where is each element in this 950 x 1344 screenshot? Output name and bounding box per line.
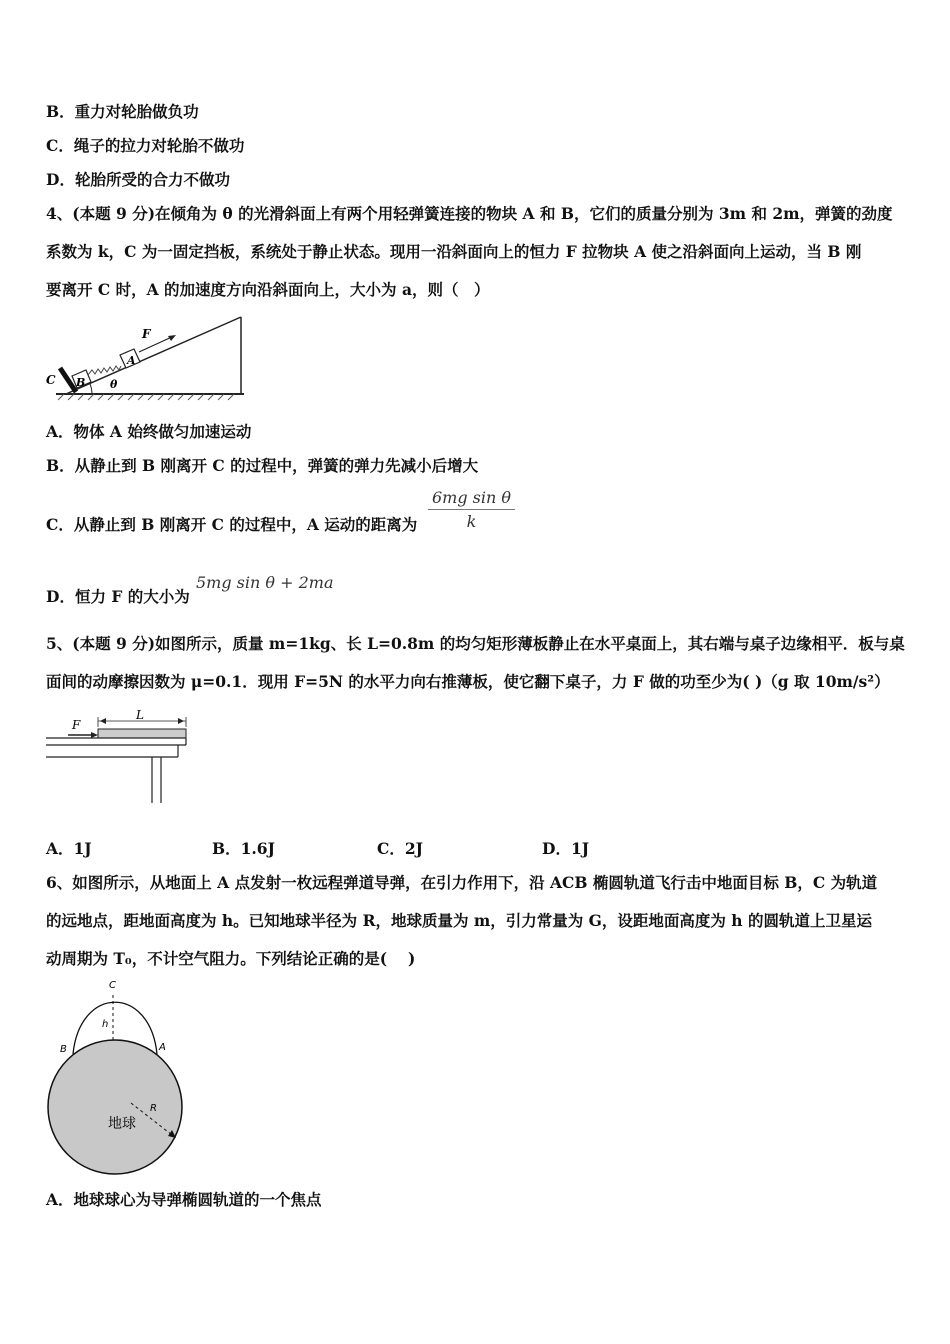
q4-option-c-numerator: 6mg sin θ bbox=[428, 488, 515, 510]
q4-option-c-fraction bbox=[428, 488, 515, 531]
q4-stem-line-2: 系数为 k，C 为一固定挡板，系统处于静止状态。现用一沿斜面向上的恒力 F 拉物块 A 使之沿斜面向上运动，当 B 刚 bbox=[46, 242, 862, 261]
q6-earth-figure bbox=[44, 975, 194, 1180]
q6-option-a: A．地球球心为导弹椭圆轨道的一个焦点 bbox=[46, 1190, 322, 1209]
q4-option-a: A．物体 A 始终做匀加速运动 bbox=[46, 422, 252, 441]
q4-label-b: B bbox=[76, 376, 86, 389]
q6-stem-line-3: 动周期为 T₀，不计空气阻力。下列结论正确的是( ) bbox=[46, 949, 416, 968]
q5-label-f: F bbox=[72, 718, 81, 732]
q4-stem-line-3: 要离开 C 时，A 的加速度方向沿斜面向上，大小为 a，则（ ） bbox=[46, 280, 490, 299]
q4-stem-line-1: 4、(本题 9 分)在倾角为 θ 的光滑斜面上有两个用轻弹簧连接的物块 A 和 B，它们的质量分别为 3m 和 2m，弹簧的劲度 bbox=[46, 204, 893, 223]
q4-option-d-expression: 5mg sin θ + 2ma bbox=[196, 573, 334, 592]
q4-label-f: F bbox=[142, 327, 151, 341]
q6-label-b: B bbox=[60, 1044, 67, 1055]
q5-table-figure bbox=[44, 705, 194, 807]
q4-option-b: B．从静止到 B 刚离开 C 的过程中，弹簧的弹力先减小后增大 bbox=[46, 456, 479, 475]
q4-option-c: C．从静止到 B 刚离开 C 的过程中，A 运动的距离为 bbox=[46, 515, 418, 534]
q5-option-a: A．1J bbox=[46, 839, 92, 858]
q5-label-l: L bbox=[136, 708, 144, 722]
q4-label-a: A bbox=[127, 354, 136, 367]
q4-option-c-denominator: k bbox=[466, 512, 477, 531]
q5-option-b: B．1.6J bbox=[212, 839, 275, 858]
q4-label-theta: θ bbox=[110, 378, 118, 391]
q5-option-c: C．2J bbox=[377, 839, 423, 858]
q5-stem-line-1: 5、(本题 9 分)如图所示，质量 m=1kg、长 L=0.8m 的均匀矩形薄板静止在水平桌面上，其右端与桌子边缘相平．板与桌 bbox=[46, 634, 905, 653]
q4-option-d: D．恒力 F 的大小为 bbox=[46, 587, 190, 606]
q3-option-c: C．绳子的拉力对轮胎不做功 bbox=[46, 136, 245, 155]
q6-label-r: R bbox=[150, 1103, 157, 1114]
q4-incline-figure bbox=[44, 312, 249, 404]
q6-label-c: C bbox=[109, 980, 116, 991]
q6-label-a: A bbox=[159, 1042, 166, 1053]
q5-stem-line-2: 面间的动摩擦因数为 μ=0.1．现用 F=5N 的水平力向右推薄板，使它翻下桌子，力 F 做的功至少为( )（g 取 10m/s²） bbox=[46, 672, 890, 691]
q6-label-h: h bbox=[102, 1019, 109, 1030]
q5-option-d: D．1J bbox=[542, 839, 590, 858]
q6-stem-line-1: 6、如图所示，从地面上 A 点发射一枚远程弹道导弹，在引力作用下，沿 ACB 椭圆轨道飞行击中地面目标 B，C 为轨道 bbox=[46, 873, 878, 892]
q6-label-earth: 地球 bbox=[108, 1116, 136, 1132]
q3-option-d: D．轮胎所受的合力不做功 bbox=[46, 170, 230, 189]
q4-label-c: C bbox=[46, 373, 56, 387]
q6-stem-line-2: 的远地点，距地面高度为 h。已知地球半径为 R，地球质量为 m，引力常量为 G，设距地面高度为 h 的圆轨道上卫星运 bbox=[46, 911, 872, 930]
q3-option-b: B．重力对轮胎做负功 bbox=[46, 102, 199, 121]
